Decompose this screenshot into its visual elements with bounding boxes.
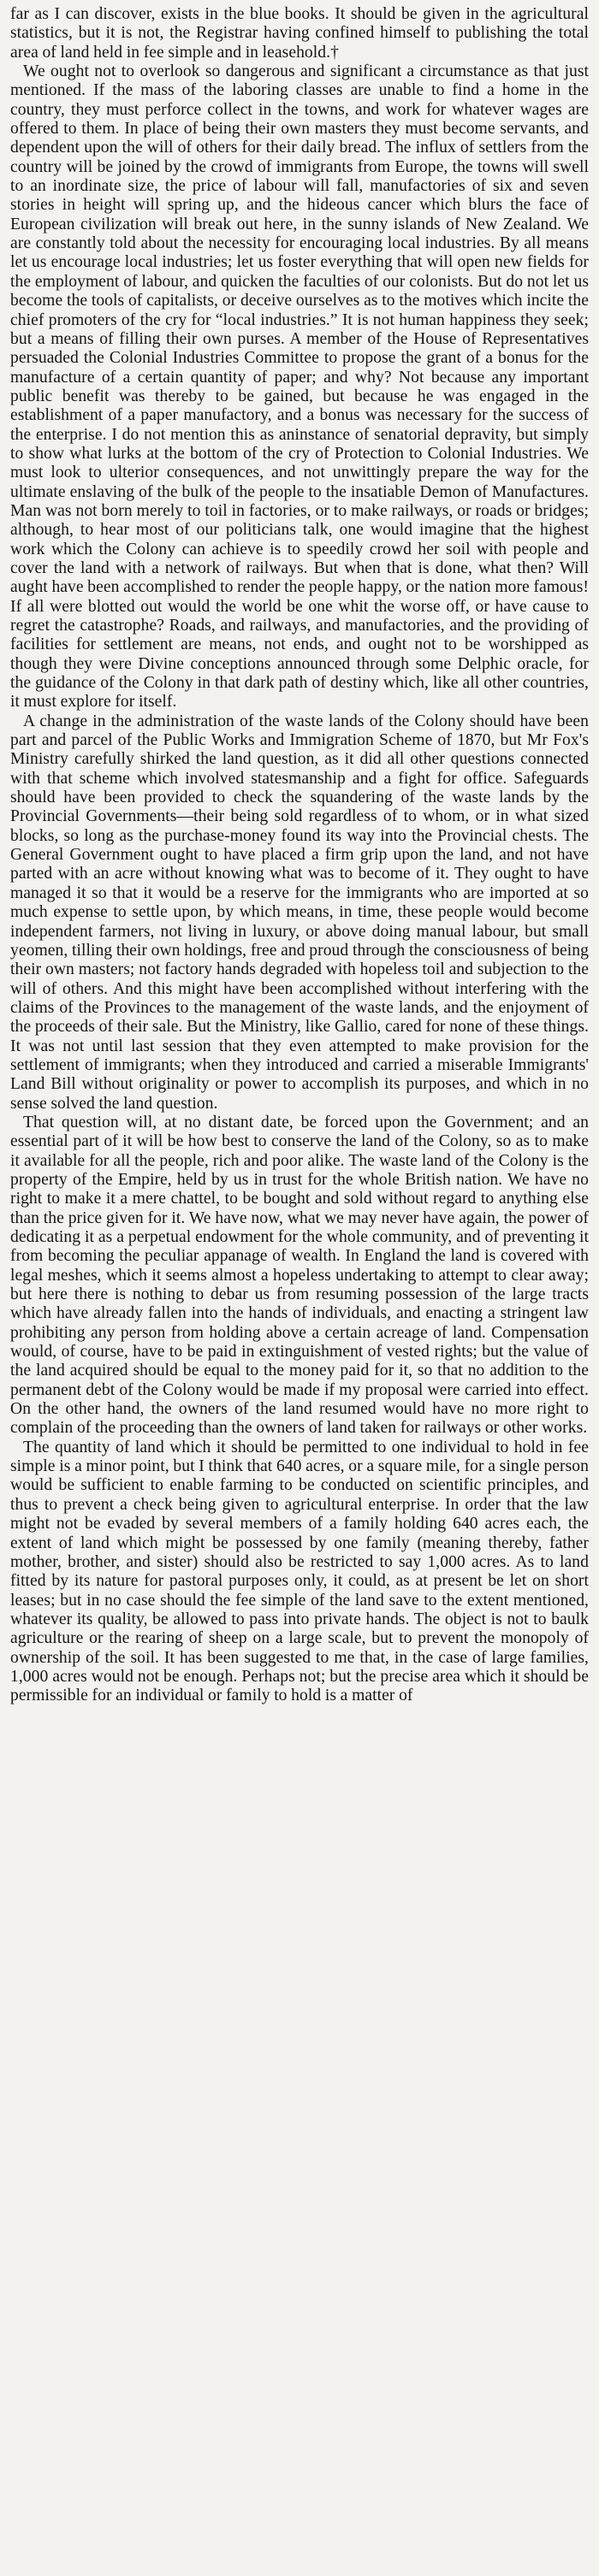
paragraph-land-question: That question will, at no distant date, be forced upon the Government; and an essential part of it will be how best to conserve the land of the Colony, so as to make it available for all the people, rich and poor alike. The waste land of the Colony is the property of the Empire, held by us in trust for the whole British nation. We have no right to make it a mere chattel, to be bought and sold without regard to anything else than the price given for it. We have now, what we may never have again, the power of dedicating it as a perpetual endowment for the whole community, and of preventing it from becoming the peculiar appanage of wealth. In England the land is covered with legal meshes, which it seems almost a hopeless undertaking to attempt to clear away; but here there is nothing to debar us from resuming possession of the large tracts which have already fallen into the hands of individuals, and enacting a stringent law prohibiting any person from holding above a certain acreage of land. Compensation would, of course, have to be paid in extinguishment of vested rights; but the value of the land acquired should be equal to the money paid for it, so that no addition to the permanent debt of the Colony would be made if my proposal were carried into effect. On the other hand, the owners of the land resumed would have no more right to complain of the proceeding than the owners of land taken for railways or other works. (10, 1113, 589, 1438)
paragraph-waste-lands-administration: A change in the administration of the waste lands of the Colony should have been part and parcel of the Public Works and Immigration Scheme of 1870, but Mr Fox's Ministry carefully shirked the land question, as it did all other questions connected with that scheme which involved statesmanship and a fight for office. Safeguards should have been provided to check the squandering of the waste lands by the Provincial Governments—their being sold regardless of to whom, or in what sized blocks, so long as the purchase-money found its way into the Provincial chests. The General Government ought to have placed a firm grip upon the land, and not have parted with an acre without knowing what was to become of it. They ought to have managed it so that it would be a reserve for the immigrants who are imported at so much expense to settle upon, by which means, in time, these people would become independent farmers, not living in luxury, or above doing manual labour, but small yeomen, tilling their own holdings, free and proud through the consciousness of being their own masters; not factory hands degraded with hopeless toil and subjection to the will of others. And this might have been accomplished without interfering with the claims of the Provinces to the management of the waste lands, and the enjoyment of the proceeds of their sale. But the Ministry, like Gallio, cared for none of these things. It was not until last session that they even attempted to make provision for the settlement of immigrants; when they introduced and carried a miserable Immigrants' Land Bill without originality or power to accomplish its purposes, and which in no sense solved the land question. (10, 712, 589, 1113)
paragraph-towns-and-industries: We ought not to overlook so dangerous and significant a circumstance as that just mentioned. If the mass of the laboring classes are unable to find a home in the country, they must perforce collect in the towns, and work for whatever wages are offered to them. In place of being their own masters they must become servants, and dependent upon the will of others for their daily bread. The influx of settlers from the country will be joined by the crowd of immigrants from Europe, the towns will swell to an inordinate size, the price of labour will fall, manufactories of six and seven stories in height will spring up, and the hideous cancer which blurs the face of European civilization will break out here, in the sunny islands of New Zealand. We are constantly told about the necessity for encouraging local industries. By all means let us encourage local industries; let us foster everything that will open new fields for the employment of labour, and quicken the faculties of our colonists. But do not let us become the tools of capitalists, or deceive ourselves as to the motives which incite the chief promoters of the cry for “local industries.” It is not human happiness they seek; but a means of filling their own purses. A member of the House of Representatives persuaded the Colonial Industries Committee to propose the grant of a bonus for the manufacture of a certain quantity of paper; and why? Not because any important public benefit was thereby to be gained, but because he was engaged in the establishment of a paper manufactory, and a bonus was necessary for the success of the enterprise. I do not mention this as aninstance of senatorial depravity, but simply to show what lurks at the bottom of the cry of Protection to Colonial Industries. We must look to ulterior consequences, and not unwittingly prepare the way for the ultimate enslaving of the bulk of the people to the insatiable Demon of Manufactures. Man was not born merely to toil in factories, or to make railways, or roads or bridges; although, to hear most of our politicians talk, one would imagine that the highest work which the Colony can achieve is to speedily crowd her soil with people and cover the land with a network of railways. But when that is done, what then? Will aught have been accomplished to render the people happy, or the nation more famous! If all were blotted out would the world be one whit the worse off, or have cause to regret the catastrophe? Roads, and railways, and manufactories, and the providing of facilities for settlement are means, not ends, and ought not to be worshipped as though they were Divine conceptions announced through some Delphic oracle, for the guidance of the Colony in that dark path of destiny which, like all other countries, it must explore for itself. (10, 62, 589, 712)
paragraph-land-quantity: The quantity of land which it should be permitted to one individual to hold in fee simple is a minor point, but I think that 640 acres, or a square mile, for a single person would be sufficient to enable farming to be conducted on scientific principles, and thus to prevent a check being given to agricultural enterprise. In order that the law might not be evaded by several members of a family holding 640 acres each, the extent of land which might be possessed by one family (meaning thereby, father mother, brother, and sister) should also be restricted to say 1,000 acres. As to land fitted by its nature for pastoral purposes only, it could, as at present be let on short leases; but in no case should the fee simple of the land save to the extent mentioned, whatever its quality, be allowed to pass into private hands. The object is not to baulk agriculture or the rearing of sheep on a large scale, but to prevent the monopoly of ownership of the soil. It has been suggested to me that, in the case of large families, 1,000 acres would not be enough. Perhaps not; but the precise area which it should be permissible for an individual or family to hold is a matter of (10, 1438, 589, 1705)
paragraph-continuation: far as I can discover, exists in the blue books. It should be given in the agricultural statistics, but it is not, the Registrar having confined himself to publishing the total area of land held in fee simple and in leasehold.† (10, 5, 589, 62)
